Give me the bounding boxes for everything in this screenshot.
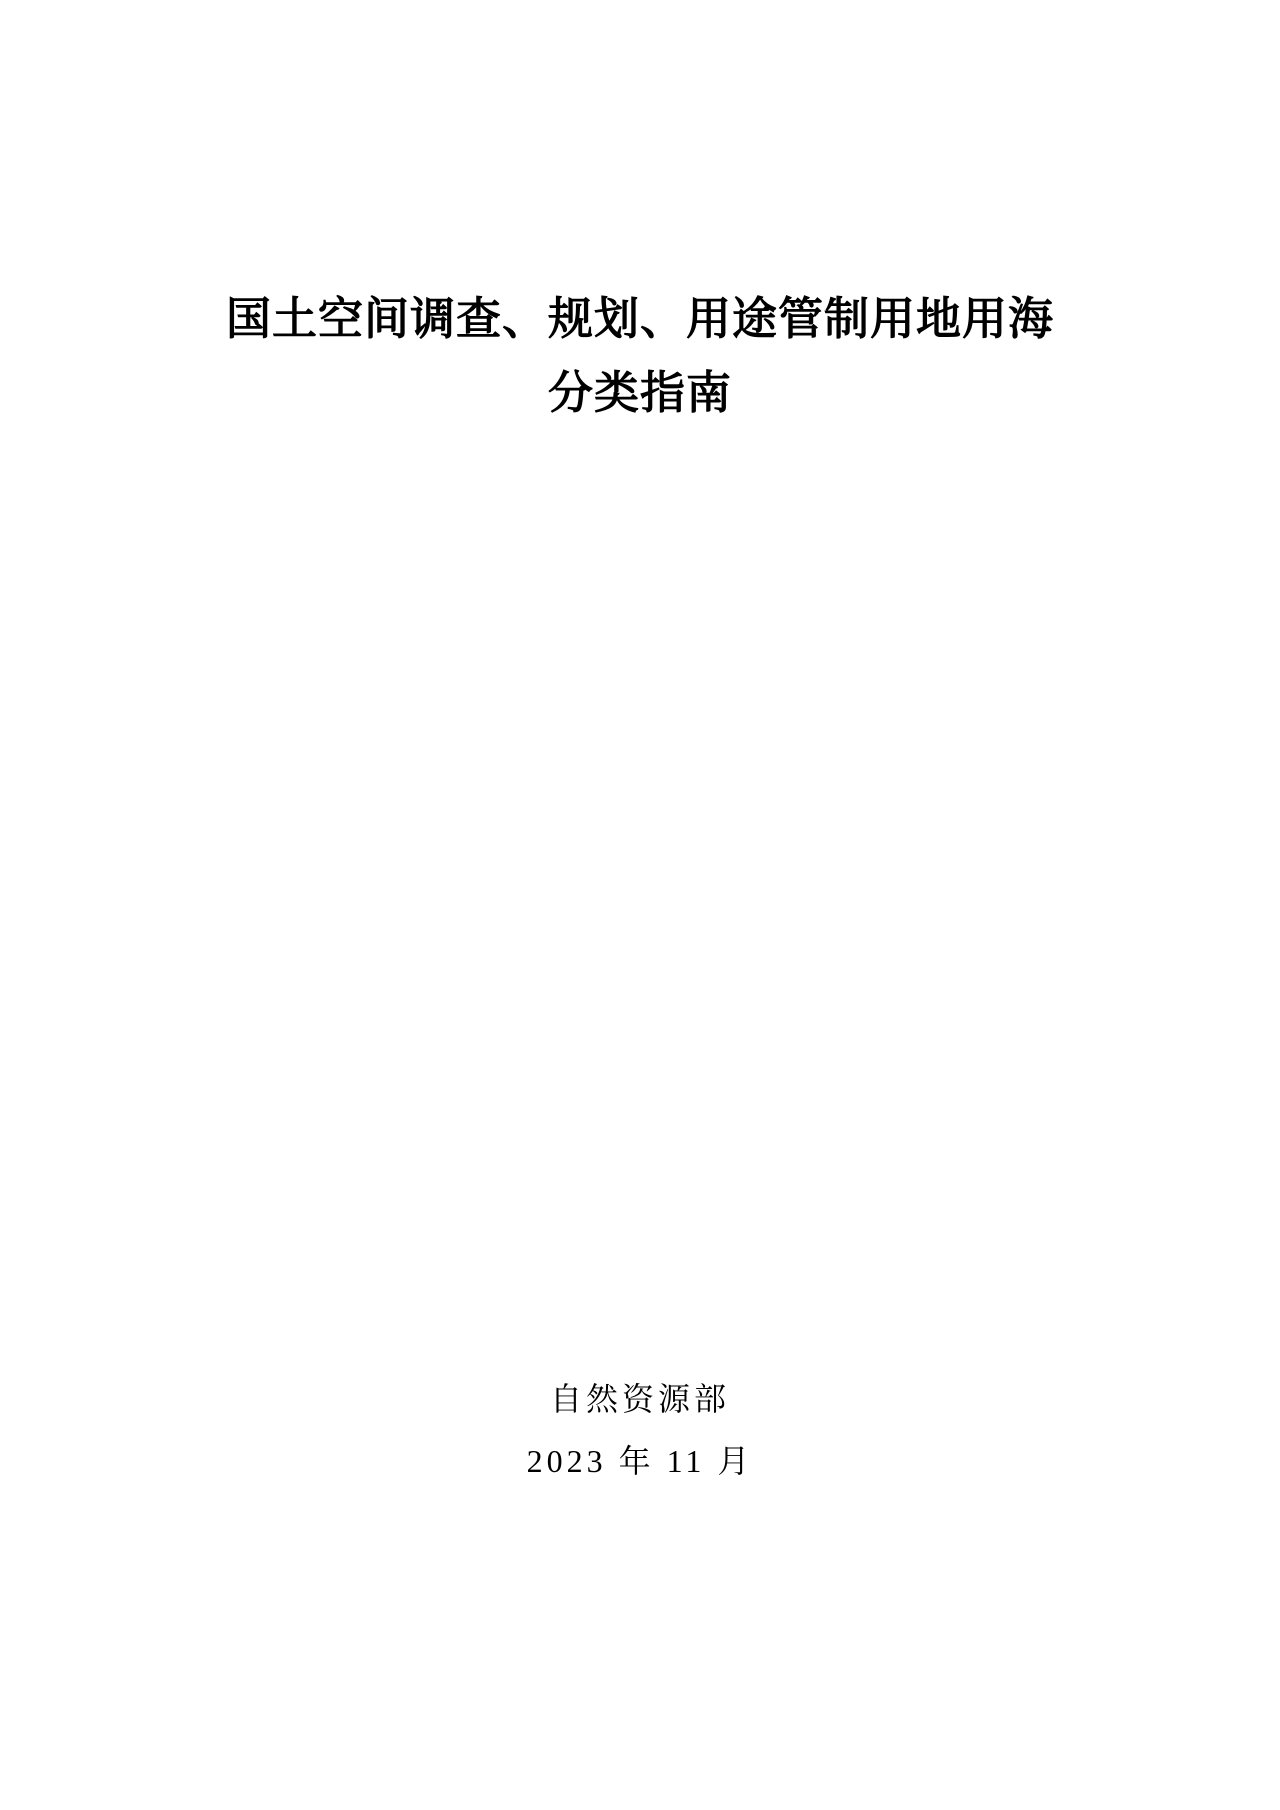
title-block bbox=[0, 282, 1280, 430]
publication-date: 2023 年 11 月 bbox=[526, 1443, 754, 1479]
page-title-line-1: 国土空间调查、规划、用途管制用地用海 bbox=[225, 293, 1054, 344]
page-title-line-2: 分类指南 bbox=[547, 367, 732, 418]
cover-footer bbox=[0, 1368, 1280, 1492]
issuer-name: 自然资源部 bbox=[549, 1381, 730, 1417]
page-title bbox=[0, 282, 1280, 430]
